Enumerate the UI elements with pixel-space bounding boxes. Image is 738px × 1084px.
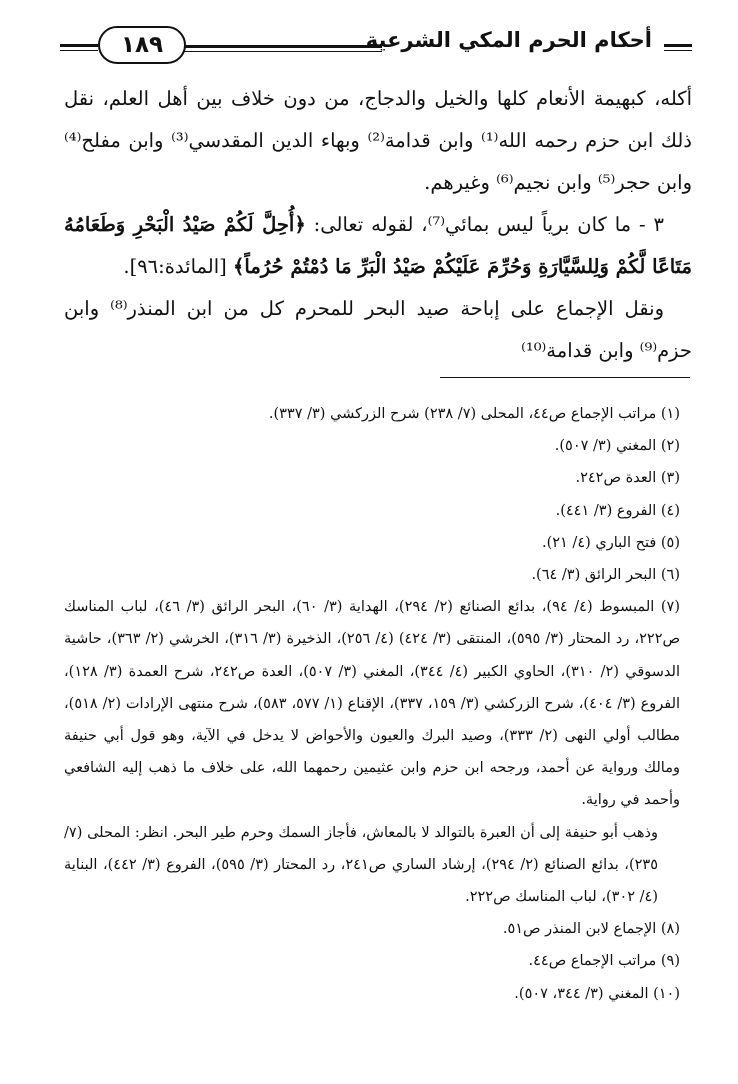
- running-header: [60, 20, 692, 60]
- footnote-10: (١٠) المغني (٣/ ٣٤٤، ٥٠٧).: [514, 985, 680, 1002]
- footnote-3: (٣) العدة ص٢٤٢.: [575, 470, 680, 487]
- footnote-9: (٩) مراتب الإجماع ص٤٤.: [528, 953, 680, 970]
- header-rule-middle: [182, 45, 382, 48]
- paragraph-3: ونقل الإجماع على إباحة صيد البحر للمحرم كل من ابن المنذر⁽⁸⁾ وابن حزم⁽⁹⁾ وابن قدامة⁽¹⁰⁾: [64, 297, 692, 362]
- footnote-1: (١) مراتب الإجماع ص٤٤، المحلى (٧/ ٢٣٨) شرح الزركشي (٣/ ٣٣٧).: [268, 406, 680, 422]
- paragraph-2-intro: ٣ - ما كان برياً ليس بمائي⁽⁷⁾، لقوله تعالى:: [305, 213, 664, 236]
- footnote-separator: [440, 377, 690, 378]
- footnote-4: (٤) الفروع (٣/ ٤٤١).: [555, 502, 680, 519]
- header-rule-left: [60, 44, 98, 47]
- footnotes: [64, 398, 680, 1010]
- footnote-8: (٨) الإجماع لابن المنذر ص٥١.: [502, 921, 680, 938]
- paragraph-1: أكله، كبهيمة الأنعام كلها والخيل والدجاج، من دون خلاف بين أهل العلم، نقل ذلك ابن حزم رحمه الله⁽¹⁾ وابن قدامة⁽²⁾ وبهاء الدين المقدسي⁽³⁾ وابن مفلح⁽⁴⁾ وابن حجر⁽⁵⁾ وابن نجيم⁽⁶⁾ وغيرهم.: [64, 87, 692, 194]
- book-title: أحكام الحرم المكي الشرعية: [365, 28, 652, 52]
- footnote-7: (٧) المبسوط (٤/ ٩٤)، بدائع الصنائع (٢/ ٢٩٤)، الهداية (٣/ ٦٠)، البحر الرائق (٣/ ٤٦)، لباب المناسك ص٢٢٢، رد المحتار (٣/ ٥٩٥)، المنتقى (٣/ ٤٢٤) (٤/ ٢٥٦)، الذخيرة (٣/ ٣١٦)، الخرشي (٢/ ٣٦٣)، حاشية الدسوقي (٢/ ٣١٠)، الحاوي الكبير (٤/ ٣٤٤)، المغني (٣/ ٥٠٧)، العدة ص٢٤٢، شرح العمدة (٣/ ١٢٨)، الفروع (٣/ ٤٠٤)، شرح الزركشي (٣/ ١٥٩، ٣٣٧)، الإقناع (١/ ٥٧٧، ٥٨٣)، شرح منتهى الإرادات (٢/ ٥١٨)، مطالب أولي النهى (٢/ ٣٣٣)، وصيد البرك والعيون والأحواض لا يدخل في الآية، وهو قول أبي حنيفة ومالك ورواية عن أحمد، ورجحه ابن حزم وابن عثيمين رحمهما الله، على خلاف ما ذهب إليه الشافعي وأحمد في رواية.: [64, 599, 681, 809]
- paragraph-2: [64, 204, 692, 288]
- quran-verse: ﴿أُحِلَّ لَكُمْ صَيْدُ الْبَحْرِ وَطَعَامُهُ مَتَاعًا لَّكُمْ وَلِلسَّيَّارَةِ وَحُرِّمَ عَلَيْكُمْ صَيْدُ الْبَرِّ مَا دُمْتُمْ حُرُماً﴾: [64, 213, 692, 278]
- footnote-7-continuation: وذهب أبو حنيفة إلى أن العبرة بالتوالد لا بالمعاش، فأجاز السمك وحرم طير البحر. انظر: المحلى (٧/ ٢٣٥)، بدائع الصنائع (٢/ ٢٩٤)، إرشاد الساري ص٢٤١، رد المحتار (٣/ ٥٩٥)، الفروع (٣/ ٤٤٢)، البناية (٤/ ٣٠٢)، لباب المناسك ص٢٢٢.: [64, 824, 658, 906]
- footnote-5: (٥) فتح الباري (٤/ ٢١).: [541, 534, 680, 551]
- main-text: [64, 78, 692, 372]
- header-rule-right: [664, 44, 692, 47]
- footnote-6: (٦) البحر الرائق (٣/ ٦٤).: [531, 567, 680, 584]
- verse-reference: [المائدة:٩٦].: [123, 255, 233, 278]
- page-number: ١٨٩: [98, 26, 186, 64]
- footnote-2: (٢) المغني (٣/ ٥٠٧).: [554, 438, 680, 455]
